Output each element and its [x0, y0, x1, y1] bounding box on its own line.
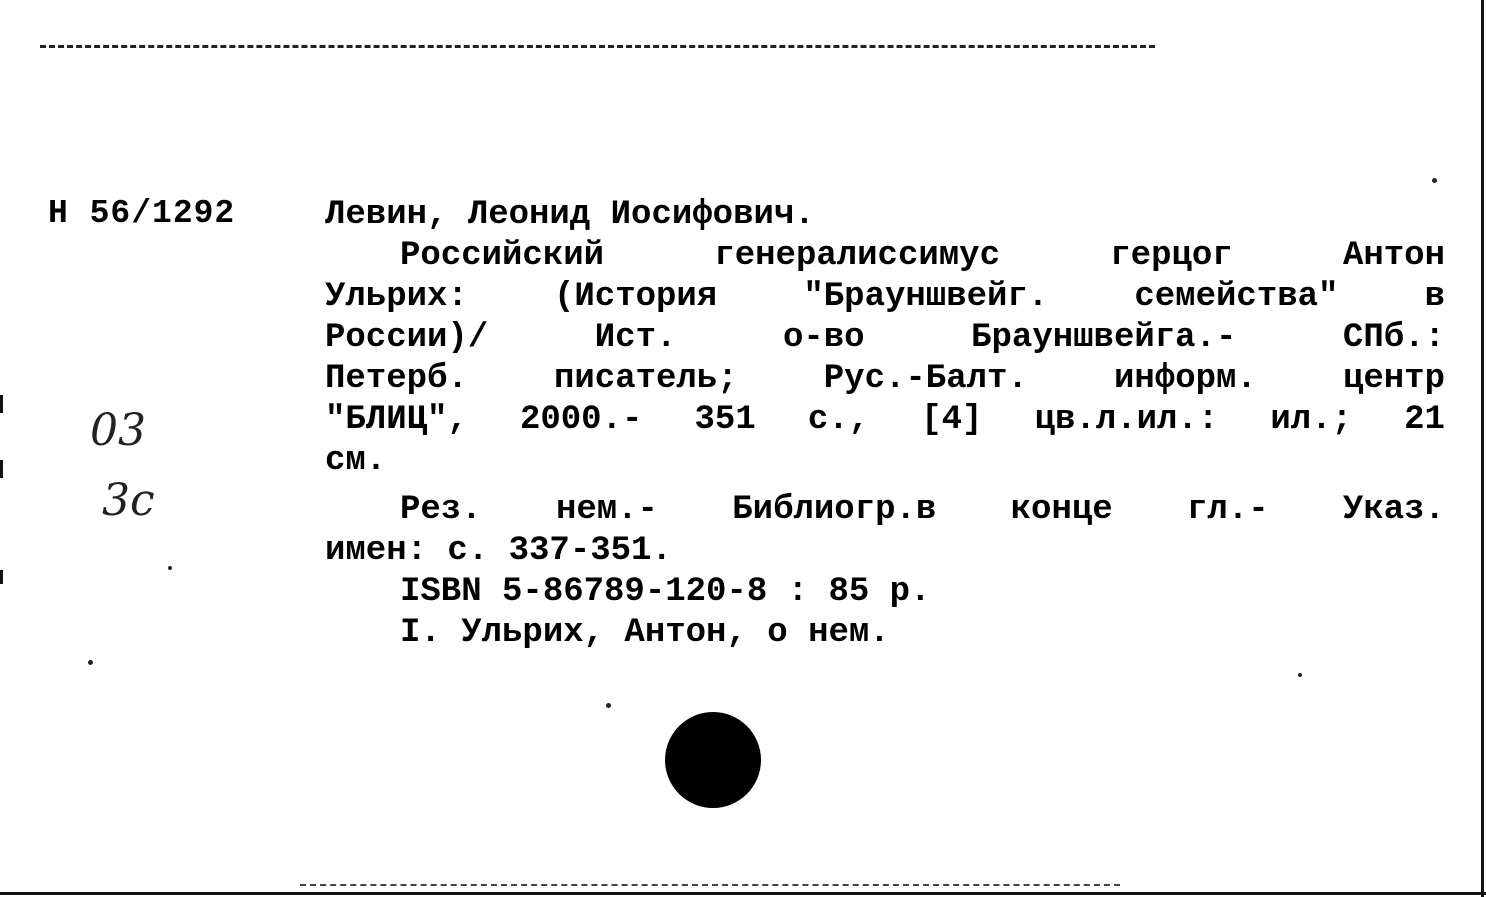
- notes-line: [325, 490, 1445, 531]
- card-border-bottom: [0, 892, 1486, 895]
- speck: [1298, 673, 1302, 677]
- notes-line: имен: с. 337-351.: [325, 532, 672, 570]
- shelf-mark: Н 56/1292: [48, 195, 236, 232]
- title-word: центр: [1342, 360, 1445, 398]
- title-word: [4]: [921, 401, 983, 439]
- notes-word: Библиогр.в: [732, 491, 937, 529]
- title-line: [325, 318, 1445, 359]
- title-line: [325, 277, 1445, 318]
- title-word: Ульрих:: [325, 278, 468, 316]
- speck: [88, 660, 93, 665]
- title-word: герцог: [1110, 237, 1233, 275]
- title-word: Брауншвейга.-: [971, 319, 1237, 357]
- bottom-dashed-rule: [300, 884, 1120, 886]
- title-word: информ.: [1113, 360, 1257, 398]
- card-border-left-tick: [0, 460, 3, 478]
- title-word: "БЛИЦ",: [325, 401, 468, 439]
- notes-word: конце: [1010, 491, 1113, 529]
- title-line: [325, 236, 1445, 277]
- title-word: писатель;: [553, 360, 738, 398]
- title-word: ил.;: [1270, 401, 1353, 439]
- notes-word: Указ.: [1342, 491, 1445, 529]
- spacer: [325, 482, 1445, 490]
- title-word: "Брауншвейг.: [803, 278, 1049, 316]
- speck: [1432, 178, 1437, 183]
- subject-line: I. Ульрих, Антон, о нем.: [400, 614, 890, 652]
- title-word: (История: [553, 278, 718, 316]
- notes-word: гл.-: [1186, 491, 1269, 529]
- title-word: 21: [1404, 401, 1445, 439]
- author-heading: Левин, Леонид Иосифович.: [325, 196, 815, 234]
- title-line: [325, 400, 1445, 441]
- handwritten-note: 3с: [102, 475, 155, 526]
- title-word: Ист.: [594, 319, 677, 357]
- speck: [606, 703, 611, 708]
- title-word: о-во: [782, 319, 865, 357]
- title-word: Петерб.: [325, 360, 468, 398]
- title-word: генералиссимус: [714, 237, 1000, 275]
- title-word: с.,: [807, 401, 870, 439]
- notes-word: нем.-: [555, 491, 658, 529]
- card-border-right: [1481, 0, 1484, 897]
- title-word: 351: [694, 401, 756, 439]
- notes-word: Рез.: [400, 491, 482, 529]
- title-word: СПб.:: [1342, 319, 1445, 357]
- title-line: [325, 359, 1445, 400]
- title-word: семейства": [1134, 278, 1339, 316]
- title-word: России)/: [325, 319, 489, 357]
- title-word: 2000.-: [519, 401, 643, 439]
- punch-hole: [665, 712, 761, 808]
- card-border-left-tick: [0, 570, 3, 584]
- title-word: Антон: [1342, 237, 1445, 275]
- title-word: Российский: [400, 237, 605, 275]
- card-border-left-tick: [0, 395, 3, 413]
- title-word: Рус.-Балт.: [823, 360, 1028, 398]
- isbn-line: ISBN 5-86789-120-8 : 85 р.: [400, 573, 931, 611]
- handwritten-note: 03: [90, 405, 146, 456]
- top-dashed-rule: [40, 45, 1155, 48]
- title-line: см.: [325, 442, 387, 480]
- title-word: в: [1424, 278, 1445, 316]
- title-word: цв.л.ил.:: [1034, 401, 1219, 439]
- bibliographic-entry: [325, 195, 1445, 654]
- speck: [168, 566, 172, 570]
